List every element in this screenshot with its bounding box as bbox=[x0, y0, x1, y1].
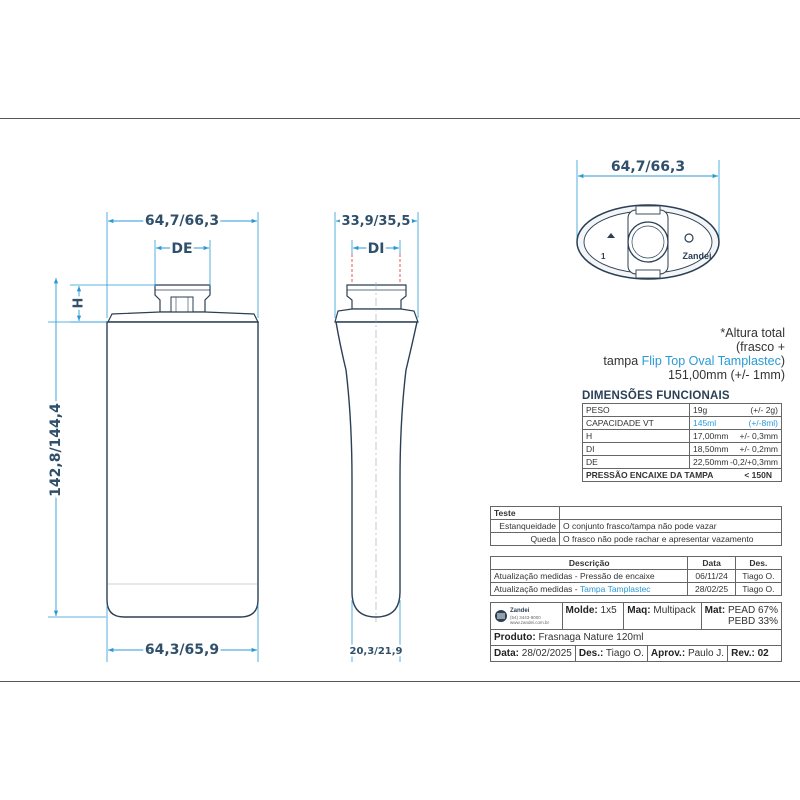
rev-label: Rev.: bbox=[731, 648, 755, 659]
revisions-table bbox=[490, 556, 782, 596]
revision-row bbox=[491, 583, 782, 596]
logo-site: www.zandei.com.br bbox=[510, 619, 550, 625]
revision-designer: Tiago O. bbox=[735, 570, 781, 583]
note-line-3-prefix: tampa bbox=[603, 354, 642, 368]
test-description: O frasco não pode rachar e apresentar vazamento bbox=[560, 533, 782, 546]
top-view-brand: Zandei bbox=[682, 251, 712, 261]
functional-row-label: H bbox=[583, 430, 690, 443]
functional-row bbox=[583, 417, 782, 430]
aprov-label: Aprov.: bbox=[650, 648, 686, 659]
side-bottom-width-label: 20,3/21,9 bbox=[349, 646, 403, 657]
side-top-width-label: 33,9/35,5 bbox=[341, 214, 411, 229]
des-value: Tiago O. bbox=[605, 648, 644, 659]
note-line-1: *Altura total bbox=[720, 326, 785, 340]
functional-row bbox=[583, 430, 782, 443]
height-dimension bbox=[48, 278, 106, 617]
rev-header-date: Data bbox=[688, 557, 735, 570]
revision-description: Atualização medidas - Tampa Tamplastec bbox=[491, 583, 688, 596]
di-dimension bbox=[352, 240, 400, 257]
pressure-cell: PRESSÃO ENCAIXE DA TAMPA < 150N bbox=[583, 469, 782, 482]
note-line-3-suffix: ) bbox=[780, 354, 785, 368]
rev-value: 02 bbox=[757, 648, 769, 659]
functional-row-value: 17,00mm +/- 0,3mm bbox=[690, 430, 782, 443]
molde-label: Molde: bbox=[565, 605, 598, 616]
front-bottom-width-label: 64,3/65,9 bbox=[144, 642, 220, 658]
test-description: O conjunto frasco/tampa não pode vazar bbox=[560, 520, 782, 533]
revision-date: 06/11/24 bbox=[688, 570, 735, 583]
rev-field bbox=[728, 646, 781, 661]
tests-table bbox=[490, 506, 782, 546]
test-name: Estanqueidade bbox=[491, 520, 560, 533]
functional-row-value: 145ml (+/-8ml) bbox=[690, 417, 782, 430]
functional-dimensions-table bbox=[582, 403, 782, 482]
mat-value-2: PEBD 33% bbox=[727, 616, 778, 627]
mat-value-1: PEAD 67% bbox=[727, 605, 778, 616]
aprov-value: Paulo J. bbox=[687, 648, 725, 659]
rev-header-desc: Descrição bbox=[491, 557, 688, 570]
note-cap-name: Flip Top Oval Tamplastec bbox=[641, 354, 781, 368]
produto-field bbox=[491, 630, 781, 645]
mat-label: Mat: bbox=[704, 605, 726, 616]
data-field bbox=[491, 646, 576, 661]
des-label: Des.: bbox=[578, 648, 604, 659]
functional-dimensions-title: DIMENSÕES FUNCIONAIS bbox=[582, 390, 730, 402]
note-line-2: (frasco + bbox=[736, 340, 785, 354]
de-label: DE bbox=[171, 241, 193, 257]
functional-row-value: 22,50mm -0,2/+0,3mm bbox=[690, 456, 782, 469]
note-line-3 bbox=[560, 354, 785, 368]
functional-row-value: 19g (+/- 2g) bbox=[690, 404, 782, 417]
test-row bbox=[491, 520, 782, 533]
functional-row-value: 18,50mm +/- 0,2mm bbox=[690, 443, 782, 456]
total-height-note bbox=[560, 326, 785, 382]
logo-name: Zandei bbox=[510, 607, 530, 614]
rev-header-des: Des. bbox=[735, 557, 781, 570]
top-view-number: 1 bbox=[601, 252, 606, 261]
pressure-row bbox=[583, 469, 782, 482]
di-label: DI bbox=[367, 241, 385, 257]
maq-value: Multipack bbox=[653, 605, 696, 616]
h-label: H bbox=[71, 297, 87, 309]
maq-field bbox=[624, 603, 701, 629]
data-value: 28/02/2025 bbox=[521, 648, 572, 659]
produto-label: Produto: bbox=[494, 632, 536, 643]
revision-description: Atualização medidas - Pressão de encaixe bbox=[491, 570, 688, 583]
top-view bbox=[577, 159, 719, 279]
title-block bbox=[490, 602, 782, 662]
zandei-logo-icon bbox=[494, 609, 508, 623]
note-line-4: 151,00mm (+/- 1mm) bbox=[667, 368, 785, 382]
molde-value: 1x5 bbox=[600, 605, 617, 616]
revision-date: 28/02/25 bbox=[688, 583, 735, 596]
molde-field bbox=[563, 603, 625, 629]
mat-field bbox=[702, 603, 781, 629]
functional-row-label: PESO bbox=[583, 404, 690, 417]
functional-row-label: DE bbox=[583, 456, 690, 469]
aprov-field bbox=[648, 646, 728, 661]
functional-row bbox=[583, 404, 782, 417]
test-row bbox=[491, 533, 782, 546]
top-view-width-label: 64,7/66,3 bbox=[610, 159, 686, 175]
functional-row bbox=[583, 443, 782, 456]
tests-header: Teste bbox=[491, 507, 560, 520]
front-top-width-label: 64,7/66,3 bbox=[144, 213, 220, 229]
functional-row bbox=[583, 456, 782, 469]
maq-label: Maq: bbox=[627, 605, 651, 616]
height-label: 142,8/144,4 bbox=[48, 403, 64, 497]
side-view bbox=[335, 254, 418, 622]
data-label: Data: bbox=[494, 648, 520, 659]
de-dimension bbox=[155, 240, 210, 286]
functional-row-label: CAPACIDADE VT bbox=[583, 417, 690, 430]
produto-value: Frasnaga Nature 120ml bbox=[538, 632, 644, 643]
company-logo bbox=[491, 603, 563, 629]
revision-row bbox=[491, 570, 782, 583]
test-name: Queda bbox=[491, 533, 560, 546]
revision-designer: Tiago O. bbox=[735, 583, 781, 596]
des-field bbox=[576, 646, 648, 661]
functional-row-label: DI bbox=[583, 443, 690, 456]
front-view bbox=[107, 285, 258, 617]
logo-phone: (54) 3443-9000 bbox=[510, 614, 541, 620]
